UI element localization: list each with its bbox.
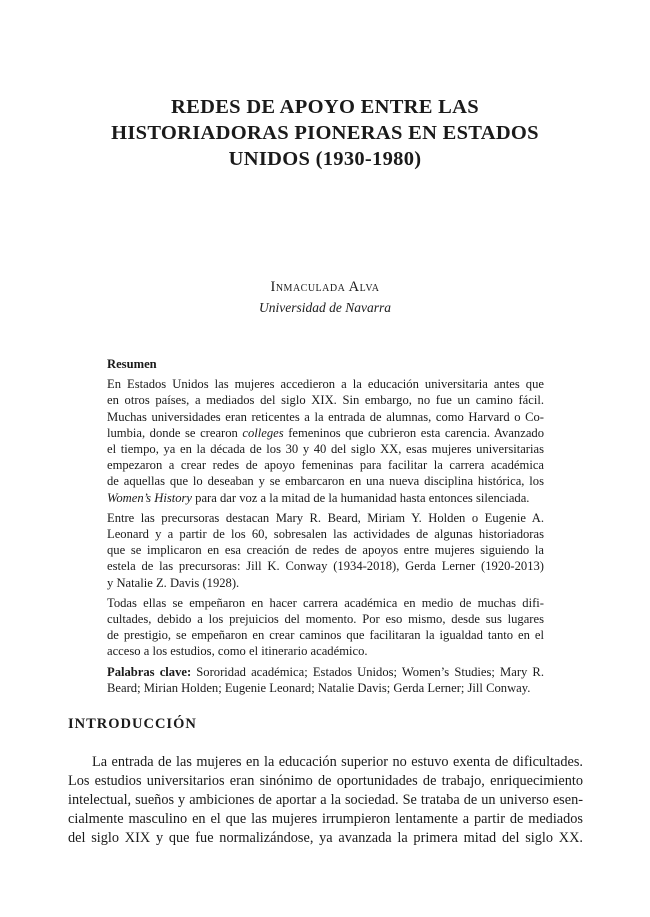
article-title bbox=[60, 94, 590, 172]
abstract-line: el tiempo, ya en la década de los 30 y 40 del siglo XX, esas mujeres universitarias bbox=[107, 442, 544, 457]
abstract-line: Todas ellas se empeñaron en hacer carrera académica en medio de muchas difi- bbox=[107, 595, 544, 610]
keywords bbox=[107, 664, 544, 696]
abstract-text: lumbia, donde se crearon bbox=[107, 425, 243, 440]
abstract-heading: Resumen bbox=[107, 357, 157, 371]
abstract-text: para dar voz a la mitad de la humanidad hasta entonces silenciada. bbox=[192, 490, 530, 505]
body-line: cialmente masculino en el que las mujeres irrumpieron lentamente a partir de mediados bbox=[68, 811, 583, 828]
author-name: Inmaculada Alva bbox=[270, 279, 380, 295]
abstract-italic-term: Women’s History bbox=[107, 490, 193, 505]
body-line: del siglo XIX y que fue normalizándose, ya avanzada la primera mitad del siglo XX. bbox=[68, 830, 583, 847]
abstract-line: empezaron a crear redes de apoyo femeninas para facilitar la carrera académica bbox=[107, 458, 544, 473]
abstract-line: de aquellas que lo deseaban y se embarcaron en una nueva disciplina histórica, los bbox=[107, 474, 544, 489]
body-paragraph bbox=[68, 753, 583, 848]
abstract-paragraph-3 bbox=[107, 595, 544, 660]
abstract-line: cultades, debido a los prejuicios del momento. Por eso mismo, desde sus lugares bbox=[107, 612, 544, 627]
abstract-paragraph-1 bbox=[107, 376, 544, 506]
abstract-italic-term: colleges bbox=[242, 425, 284, 440]
author-affiliation: Universidad de Navarra bbox=[259, 300, 391, 315]
abstract-line: y Natalie Z. Davis (1928). bbox=[107, 575, 240, 590]
title-line: UNIDOS (1930-1980) bbox=[228, 148, 422, 170]
body-line: Los estudios universitarios eran sinónimo de oportunidades de trabajo, enriquecimiento bbox=[68, 773, 583, 790]
abstract-text: femeninos que cubrieron esta carencia. Avanzado bbox=[283, 425, 544, 440]
abstract-line: estela de las precursoras: Jill K. Conway (1934-2018), Gerda Lerner (1920-2013) bbox=[107, 559, 544, 574]
abstract-line bbox=[107, 425, 544, 441]
title-line: HISTORIADORAS PIONERAS EN ESTADOS bbox=[111, 122, 539, 144]
abstract-line: Entre las precursoras destacan Mary R. Beard, Miriam Y. Holden o Eugenie A. bbox=[107, 510, 544, 525]
abstract-line: Muchas universidades eran reticentes a la entrada de alumnas, como Harvard o Co- bbox=[107, 409, 544, 424]
body-line: intelectual, sueños y ambiciones de aportar a la sociedad. Se trataba de un universo esen- bbox=[68, 792, 583, 809]
body-line: La entrada de las mujeres en la educación superior no estuvo exenta de dificultades. bbox=[92, 754, 583, 770]
abstract-line: Leonard y a partir de los 60, sobresalen las actividades de algunas historiadoras bbox=[107, 527, 544, 542]
abstract-paragraph-2 bbox=[107, 510, 544, 591]
section-heading: INTRODUCCIÓN bbox=[68, 716, 197, 732]
abstract-line bbox=[107, 490, 544, 506]
keywords-label: Palabras clave: bbox=[107, 664, 192, 679]
keywords-text: Sororidad académica; Estados Unidos; Women’s Studies; Mary R. bbox=[191, 664, 544, 679]
abstract-line: que se implicaron en esa creación de redes de apoyos entre mujeres siguiendo la bbox=[107, 543, 544, 558]
abstract-line: en otros países, a mediados del siglo XIX. Sin embargo, no fue un camino fácil. bbox=[107, 393, 544, 408]
abstract-line: de prestigio, se empeñaron en crear caminos que facilitaran la igualdad tanto en el bbox=[107, 628, 544, 643]
keywords-line: Beard; Mirian Holden; Eugenie Leonard; Natalie Davis; Gerda Lerner; Jill Conway. bbox=[107, 680, 531, 695]
keywords-line bbox=[107, 664, 544, 680]
abstract-line: acceso a los estudios, como el itinerario académico. bbox=[107, 644, 368, 659]
abstract bbox=[107, 356, 544, 700]
abstract-line: En Estados Unidos las mujeres accedieron a la educación universitaria antes que bbox=[107, 377, 544, 392]
title-line: REDES DE APOYO ENTRE LAS bbox=[171, 96, 479, 118]
